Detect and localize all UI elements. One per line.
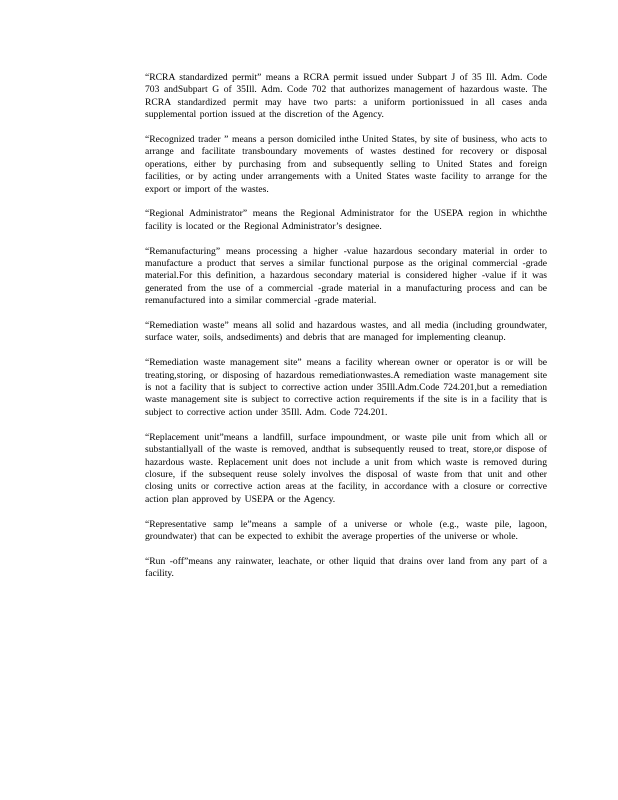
definition-regional-administrator: “Regional Administrator” means the Regional Administrator for the USEPA region in whichthe facility is located or the Regional Administrator’s designee.	[145, 208, 547, 232]
definition-recognized-trader: “Recognized trader ” means a person domiciled inthe United States, by site of business, who acts to arrange and facilitate transboundary movements of wastes destined for recovery or disposal operations, either by purchasing from and subsequently selling to United States and foreign facilities, or by acting under arrangements with a United States waste facility to arrange for the export or import of the wastes.	[145, 134, 547, 195]
definition-representative-sample: “Representative samp le”means a sample of a universe or whole (e.g., waste pile, lagoon, groundwater) that can be expected to exhibit the average properties of the universe or whole.	[145, 518, 547, 542]
definition-remediation-waste: “Remediation waste” means all solid and hazardous wastes, and all media (including groundwater, surface water, soils, andsediments) and debris that are managed for implementing cleanup.	[145, 320, 547, 344]
definition-remediation-waste-management-site: “Remediation waste management site” means a facility wherean owner or operator is or will be treating,storing, or disposing of hazardous remediationwastes.A remediation waste management site is not a facility that is subject to corrective action under 35Ill.Adm.Code 724.201,but a remediation waste management site is subject to corrective action requirements if the site is in a facility that is subject to corrective action under 35Ill. Adm. Code 724.201.	[145, 357, 547, 418]
definitions-body	[145, 72, 547, 593]
definition-replacement-unit: “Replacement unit”means a landfill, surface impoundment, or waste pile unit from which all or substantiallyall of the waste is removed, andthat is subsequently reused to treat, store,or dispose of hazardous waste. Replacement unit does not include a unit from which waste is removed during closure, if the subsequent reuse solely involves the disposal of waste from that unit and other closing units or corrective action areas at the facility, in accordance with a closure or corrective action plan approved by USEPA or the Agency.	[145, 431, 547, 505]
definition-run-off: “Run -off”means any rainwater, leachate, or other liquid that drains over land from any part of a facility.	[145, 555, 547, 580]
definition-rcra-standardized-permit: “RCRA standardized permit” means a RCRA permit issued under Subpart J of 35 Ill. Adm. Code 703 andSubpart G of 35Ill. Adm. Code 702 that authorizes management of hazardous waste. The RCRA standardized permit may have two parts: a uniform portionissued in all cases anda supplemental portion issued at the discretion of the Agency.	[145, 72, 547, 121]
definition-remanufacturing: “Remanufacturing” means processing a higher -value hazardous secondary material in order to manufacture a product that serves a similar functional purpose as the original commercial -grade material.For this definition, a hazardous secondary material is considered higher -value if it was generated from the use of a commercial -grade material in a manufacturing process and can be remanufactured into a similar commercial -grade material.	[145, 245, 547, 307]
